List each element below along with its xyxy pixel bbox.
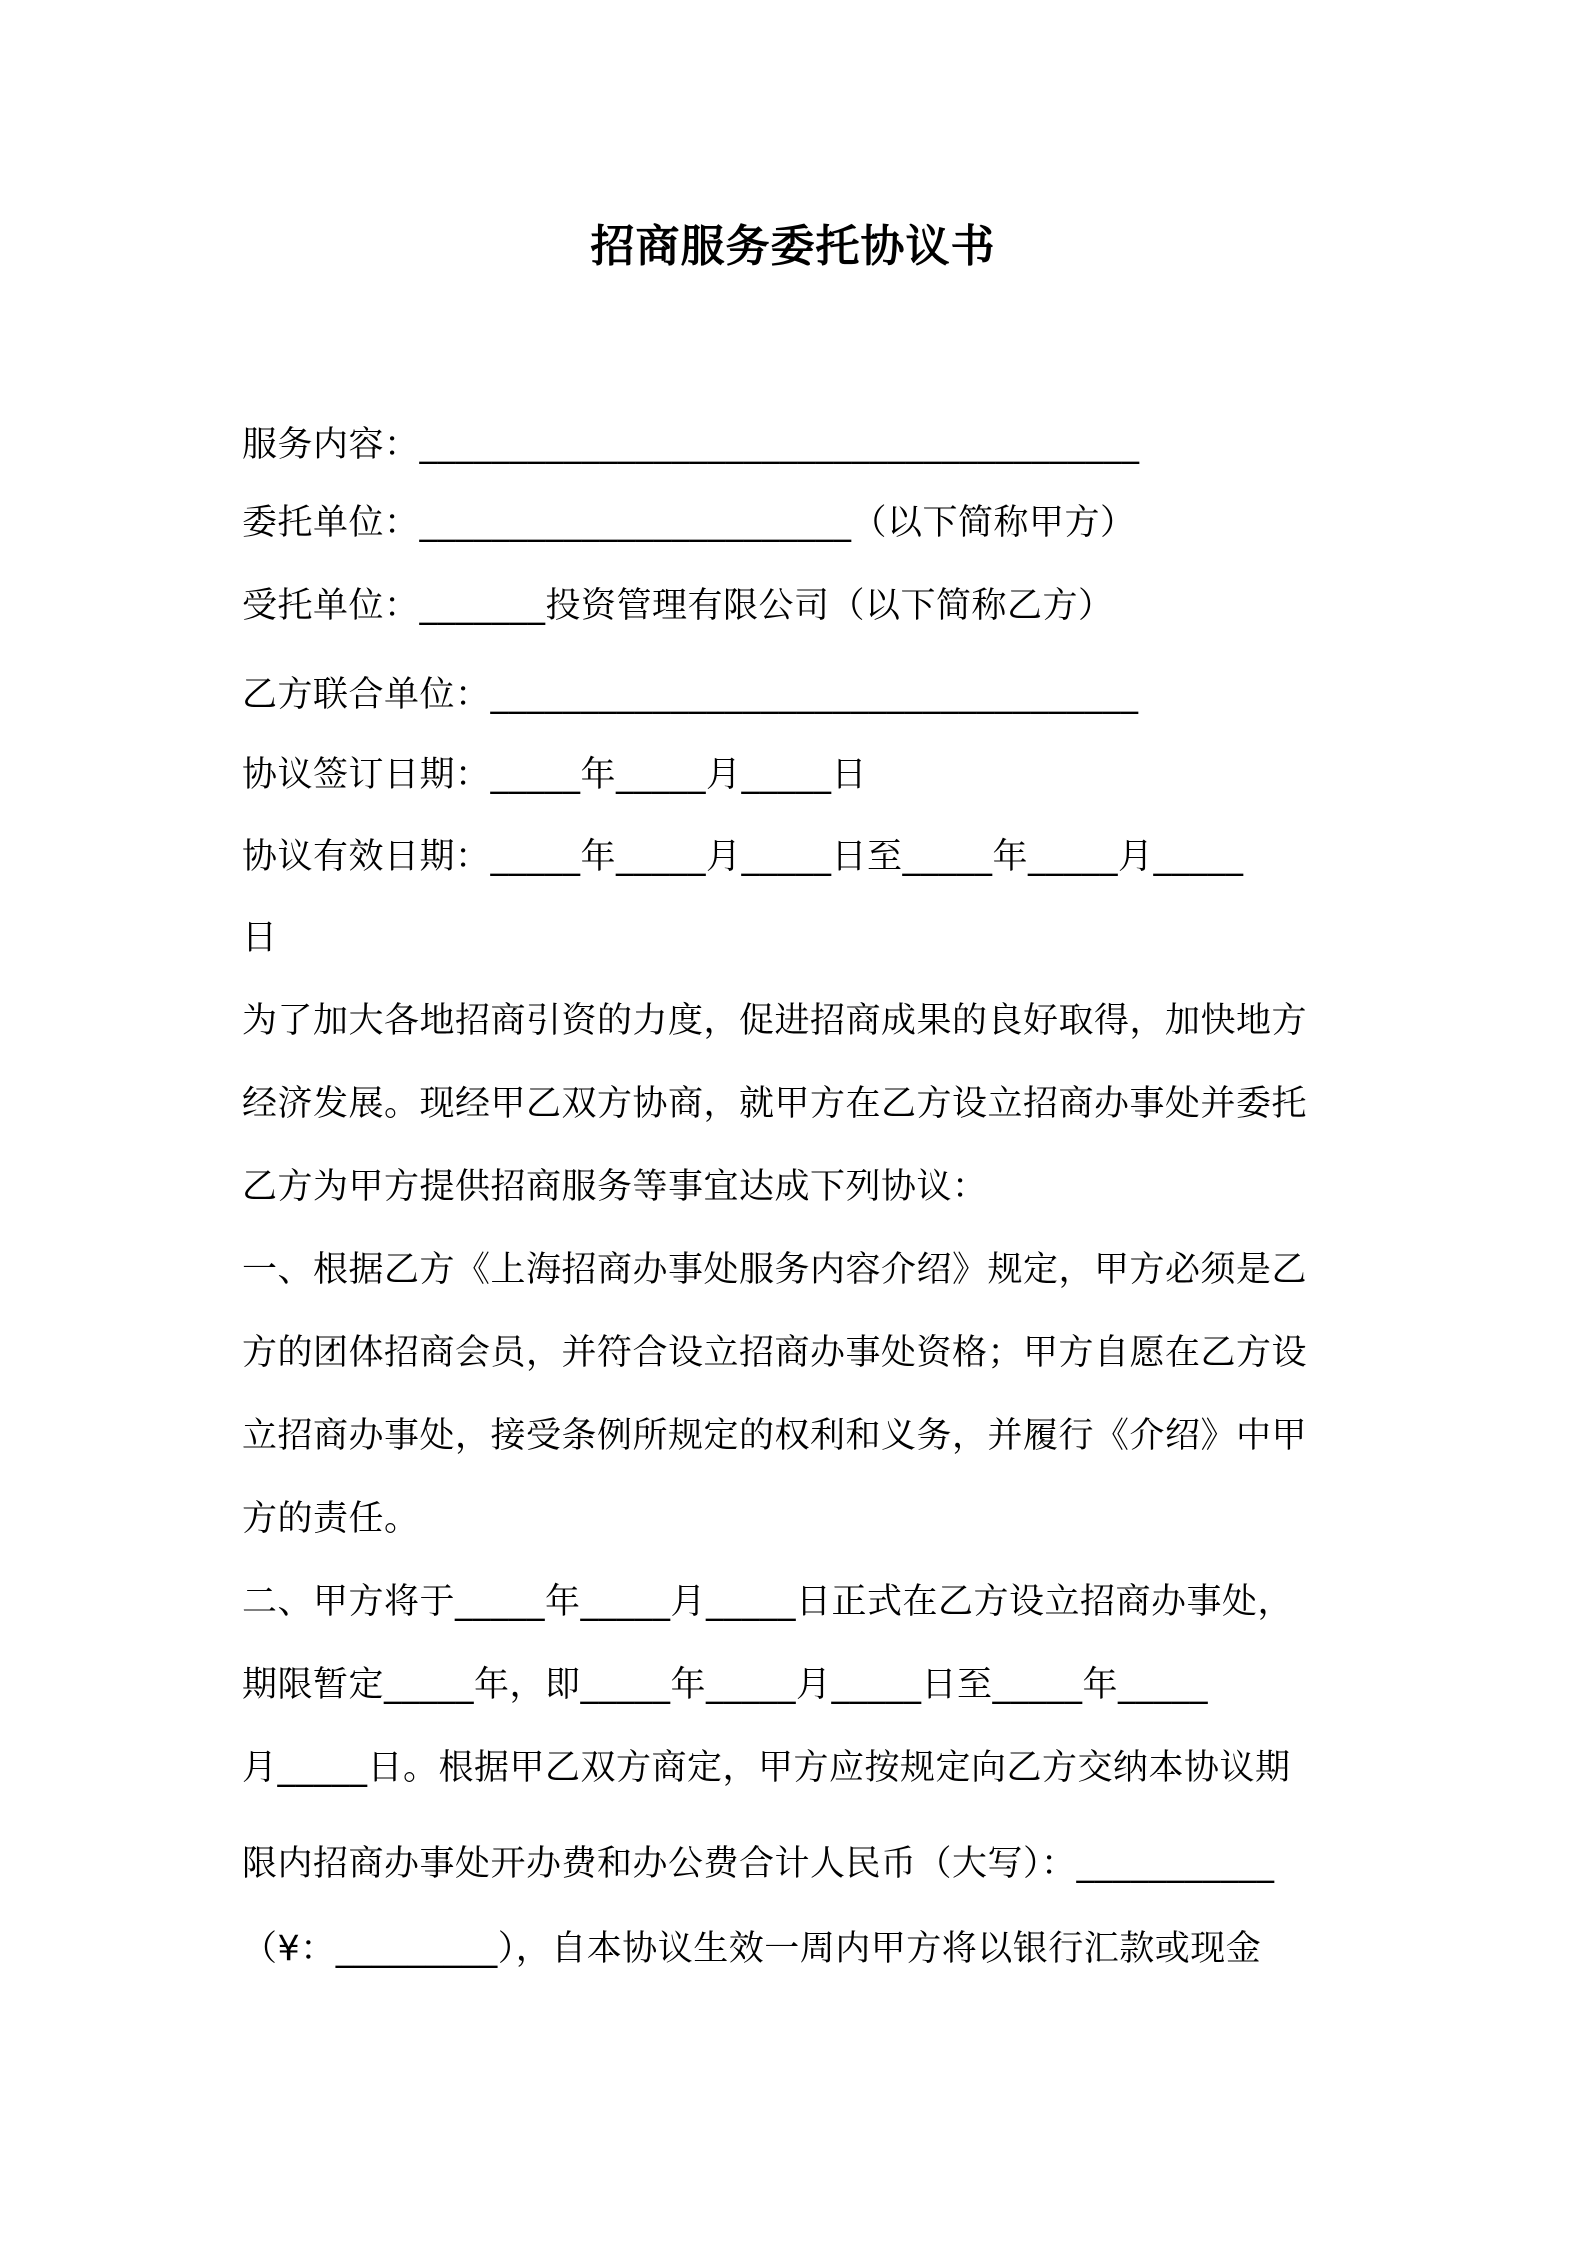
clause-2-line: 限内招商办事处开办费和办公费合计人民币（大写）：___________ (242, 1844, 1275, 1884)
field-entrusted-party: 受托单位：_______投资管理有限公司（以下简称乙方） (242, 586, 1114, 626)
clause-2-line: （¥：_________），自本协议生效一周内甲方将以银行汇款或现金 (242, 1929, 1262, 1969)
clause-1-line: 立招商办事处，接受条例所规定的权利和义务，并履行《介绍》中甲 (242, 1416, 1308, 1456)
clause-1-line: 一、根据乙方《上海招商办事处服务内容介绍》规定，甲方必须是乙 (242, 1250, 1308, 1290)
intro-line: 经济发展。现经甲乙双方协商，就甲方在乙方设立招商办事处并委托 (242, 1084, 1308, 1124)
field-valid-period: 协议有效日期：_____年_____月_____日至_____年_____月_____ (242, 837, 1244, 877)
clause-1-line: 方的责任。 (242, 1499, 420, 1539)
field-valid-period-continued: 日 (242, 918, 278, 958)
clause-1-line: 方的团体招商会员，并符合设立招商办事处资格；甲方自愿在乙方设 (242, 1333, 1308, 1373)
field-entrusting-party: 委托单位：________________________（以下简称甲方） (242, 503, 1136, 543)
field-joint-party: 乙方联合单位：____________________________________ (242, 675, 1139, 715)
intro-line: 乙方为甲方提供招商服务等事宜达成下列协议： (242, 1167, 988, 1207)
intro-line: 为了加大各地招商引资的力度，促进招商成果的良好取得，加快地方 (242, 1001, 1308, 1041)
document-title: 招商服务委托协议书 (590, 221, 996, 272)
clause-2-line: 期限暂定_____年，即_____年_____月_____日至_____年_____ (242, 1665, 1209, 1705)
field-signing-date: 协议签订日期：_____年_____月_____日 (242, 755, 868, 795)
clause-2-line: 二、甲方将于_____年_____月_____日正式在乙方设立招商办事处， (242, 1582, 1294, 1622)
field-service-content: 服务内容：________________________________________ (242, 425, 1140, 465)
clause-2-line: 月_____日。根据甲乙双方商定，甲方应按规定向乙方交纳本协议期 (242, 1748, 1291, 1788)
